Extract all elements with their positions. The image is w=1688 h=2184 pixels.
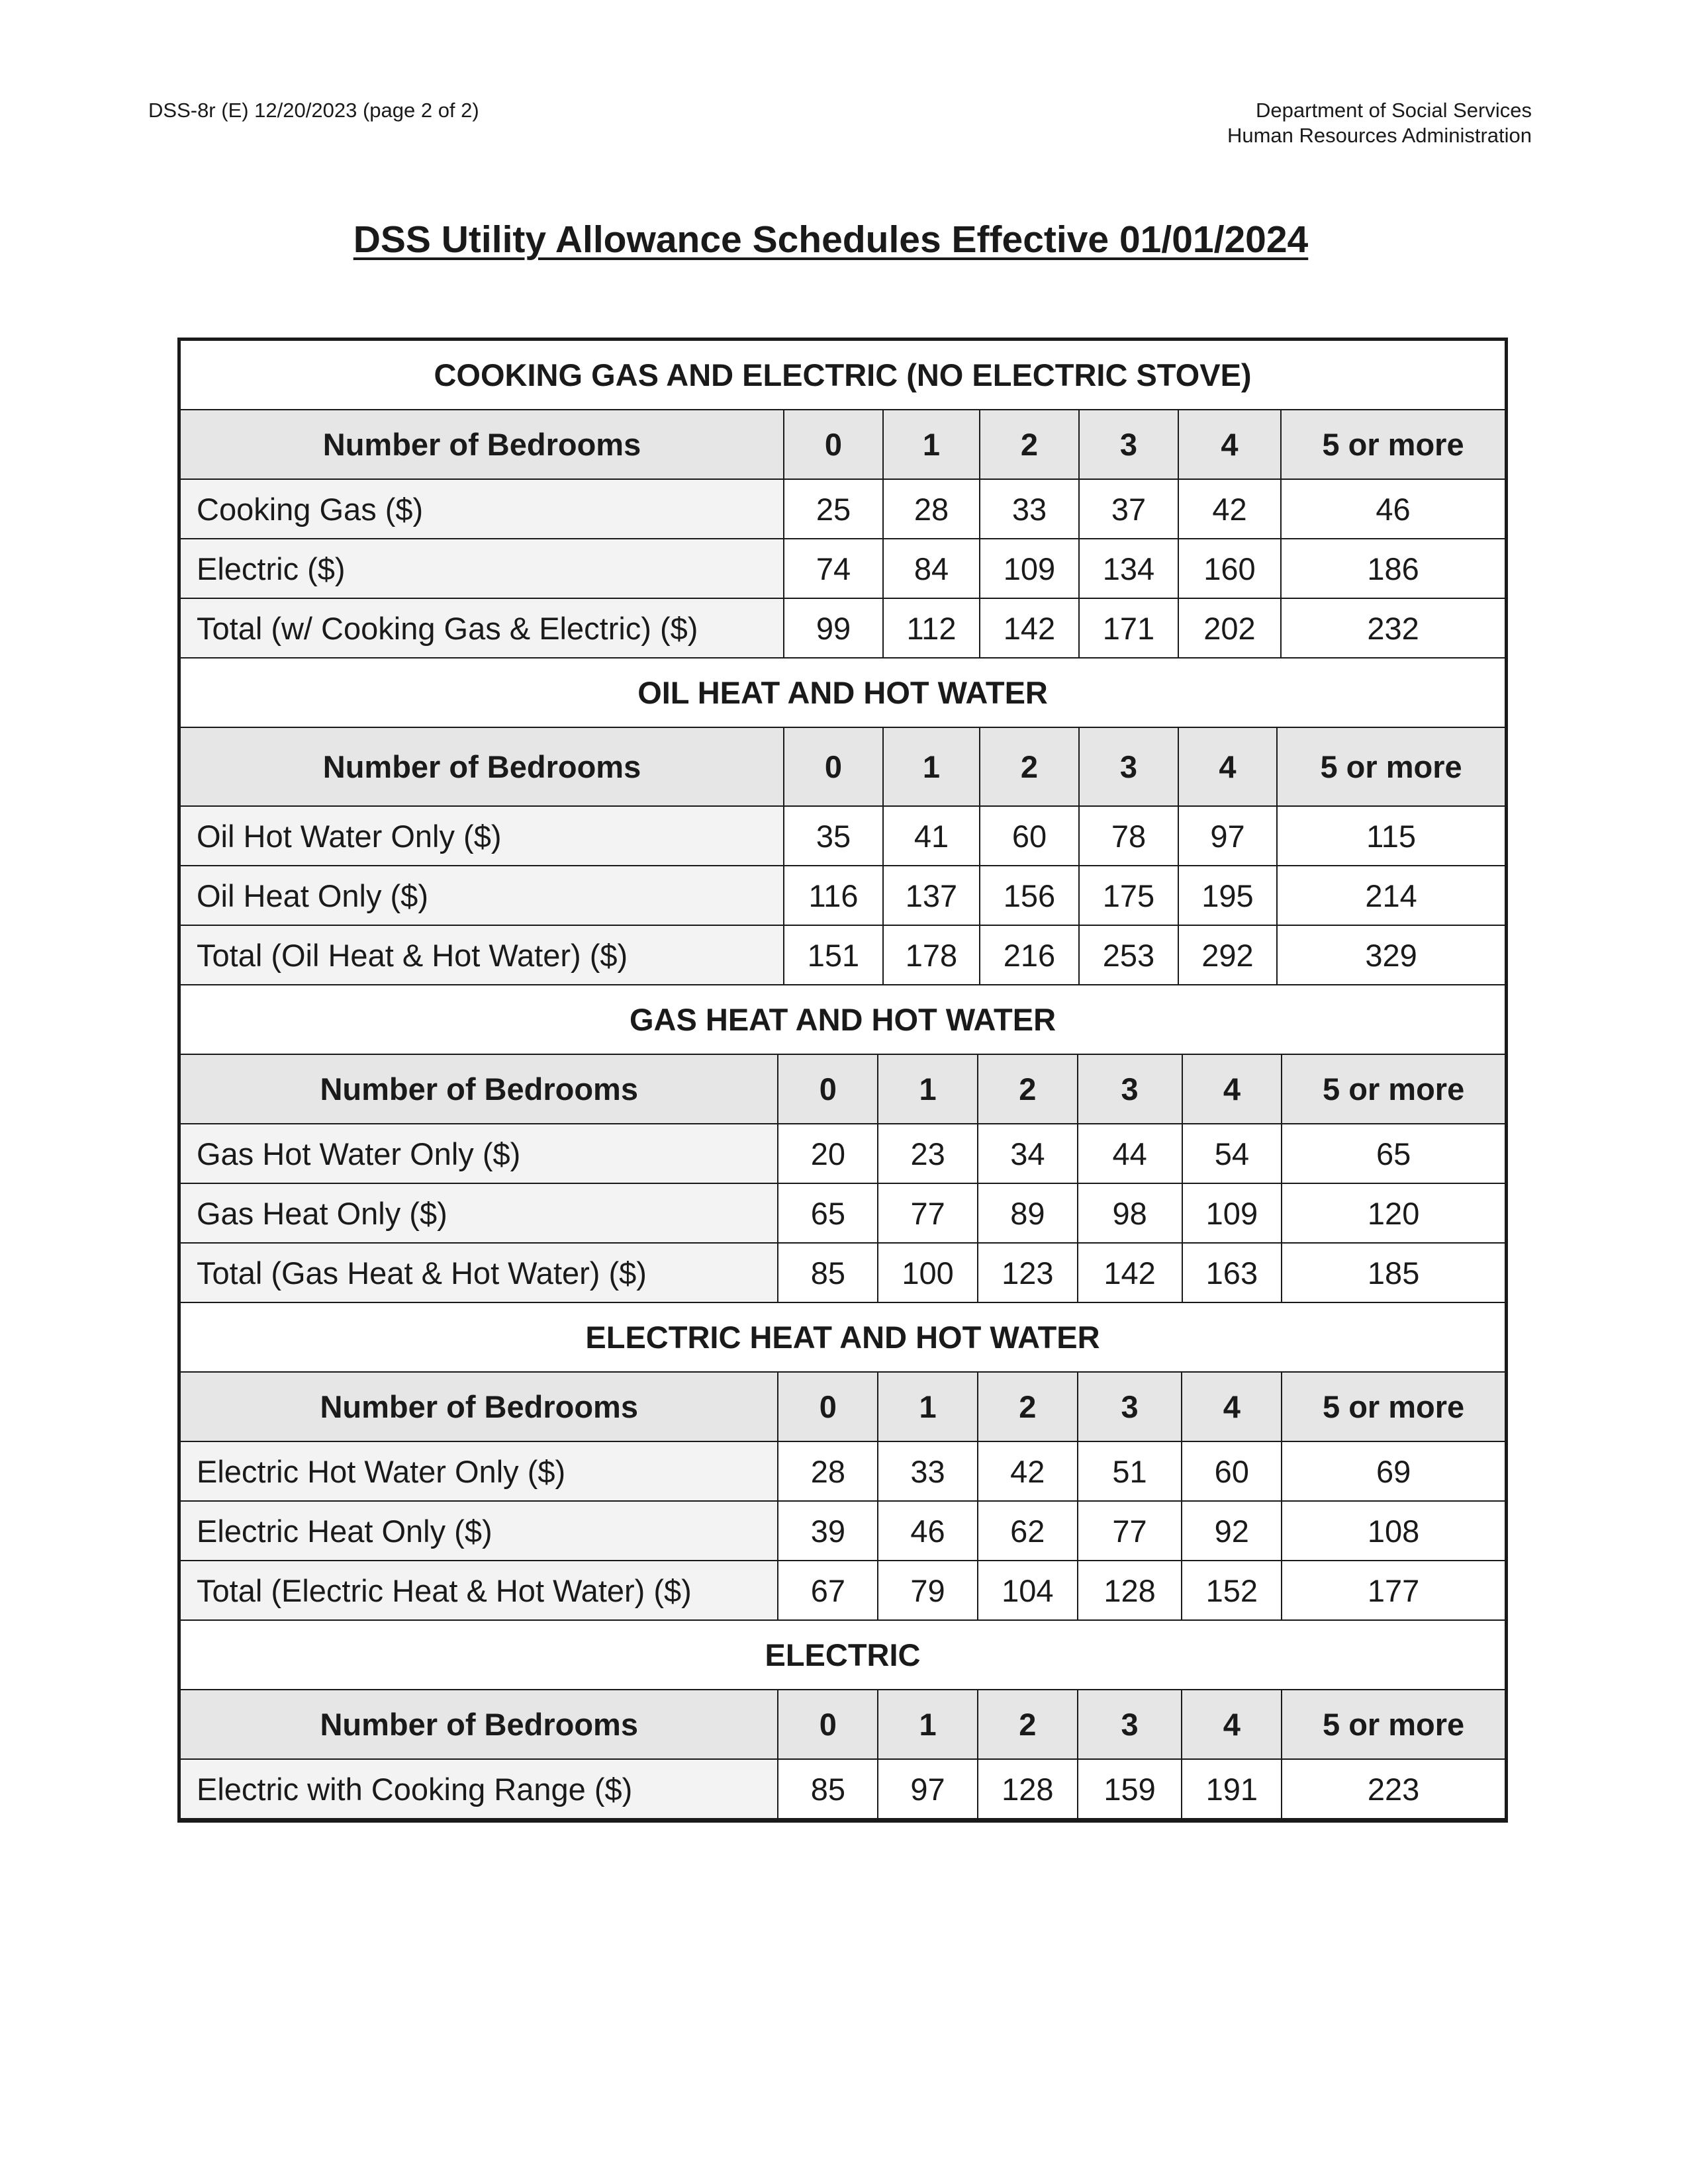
row-label: Total (Oil Heat & Hot Water) ($)	[181, 925, 784, 985]
cell-value: 46	[878, 1501, 978, 1561]
cell-value: 112	[883, 598, 980, 658]
cell-value: 142	[980, 598, 1079, 658]
column-header-1: 1	[883, 410, 980, 479]
table-row	[181, 1501, 1505, 1561]
table-row	[181, 1441, 1505, 1501]
cell-value: 142	[1078, 1243, 1182, 1302]
cell-value: 160	[1178, 539, 1281, 598]
column-header-4: 4	[1178, 410, 1281, 479]
section-electric-heat-hot-water	[181, 1303, 1505, 1621]
form-id: DSS-8r (E) 12/20/2023 (page 2 of 2)	[148, 99, 479, 122]
section-title: COOKING GAS AND ELECTRIC (NO ELECTRIC STOVE)	[181, 341, 1505, 410]
row-label: Total (Electric Heat & Hot Water) ($)	[181, 1561, 778, 1620]
column-header-2: 2	[978, 1372, 1078, 1441]
document-title: DSS Utility Allowance Schedules Effective 01/01/2024	[353, 218, 1309, 261]
table-row	[181, 539, 1505, 598]
row-label: Oil Heat Only ($)	[181, 866, 784, 925]
cell-value: 116	[784, 866, 883, 925]
cell-value: 77	[1078, 1501, 1182, 1561]
cell-value: 39	[778, 1501, 878, 1561]
cell-value: 44	[1078, 1124, 1182, 1183]
department-name: Department of Social Services	[1256, 99, 1532, 122]
section-cooking-gas-electric	[181, 341, 1505, 659]
cell-value: 33	[980, 479, 1079, 539]
row-label: Oil Hot Water Only ($)	[181, 806, 784, 866]
cell-value: 98	[1078, 1183, 1182, 1243]
cell-value: 159	[1078, 1759, 1182, 1819]
cell-value: 214	[1277, 866, 1505, 925]
column-header-2: 2	[978, 1690, 1078, 1759]
cell-value: 195	[1178, 866, 1277, 925]
administration-name: Human Resources Administration	[1227, 124, 1532, 147]
column-header-2: 2	[980, 410, 1079, 479]
cell-value: 128	[1078, 1561, 1182, 1620]
utility-allowance-schedule	[177, 338, 1508, 1823]
row-label: Total (Gas Heat & Hot Water) ($)	[181, 1243, 778, 1302]
cell-value: 123	[978, 1243, 1078, 1302]
cell-value: 46	[1281, 479, 1505, 539]
cell-value: 37	[1079, 479, 1178, 539]
section-electric	[181, 1621, 1505, 1819]
cell-value: 108	[1282, 1501, 1505, 1561]
cell-value: 84	[883, 539, 980, 598]
cell-value: 99	[784, 598, 883, 658]
cell-value: 60	[980, 806, 1079, 866]
cell-value: 137	[883, 866, 980, 925]
cell-value: 109	[980, 539, 1079, 598]
column-header-1: 1	[878, 1372, 978, 1441]
cell-value: 74	[784, 539, 883, 598]
cell-value: 25	[784, 479, 883, 539]
table-row	[181, 806, 1505, 866]
cell-value: 41	[883, 806, 980, 866]
cell-value: 51	[1078, 1441, 1182, 1501]
cell-value: 60	[1182, 1441, 1282, 1501]
cell-value: 175	[1079, 866, 1178, 925]
cell-value: 92	[1182, 1501, 1282, 1561]
cell-value: 152	[1182, 1561, 1282, 1620]
column-header-4: 4	[1182, 1054, 1282, 1124]
cell-value: 65	[778, 1183, 878, 1243]
table-row	[181, 925, 1505, 985]
cell-value: 79	[878, 1561, 978, 1620]
cell-value: 216	[980, 925, 1079, 985]
column-header-0: 0	[778, 1372, 878, 1441]
cell-value: 109	[1182, 1183, 1282, 1243]
column-header-3: 3	[1078, 1372, 1182, 1441]
column-header-1: 1	[883, 727, 980, 806]
row-label: Gas Hot Water Only ($)	[181, 1124, 778, 1183]
column-header-4: 4	[1182, 1690, 1282, 1759]
column-header-5-or-more: 5 or more	[1281, 410, 1505, 479]
cell-value: 253	[1079, 925, 1178, 985]
column-header-0: 0	[778, 1054, 878, 1124]
row-label: Cooking Gas ($)	[181, 479, 784, 539]
row-label: Electric Heat Only ($)	[181, 1501, 778, 1561]
column-header-5-or-more: 5 or more	[1282, 1690, 1505, 1759]
cell-value: 42	[1178, 479, 1281, 539]
column-header-0: 0	[784, 410, 883, 479]
cell-value: 163	[1182, 1243, 1282, 1302]
row-label: Gas Heat Only ($)	[181, 1183, 778, 1243]
cell-value: 128	[978, 1759, 1078, 1819]
cell-value: 33	[878, 1441, 978, 1501]
row-label: Electric with Cooking Range ($)	[181, 1759, 778, 1819]
table-row	[181, 866, 1505, 925]
department-block	[1227, 98, 1532, 148]
cell-value: 104	[978, 1561, 1078, 1620]
column-header-4: 4	[1182, 1372, 1282, 1441]
cell-value: 134	[1079, 539, 1178, 598]
column-header-3: 3	[1078, 1690, 1182, 1759]
column-header-1: 1	[878, 1054, 978, 1124]
column-header-bedrooms: Number of Bedrooms	[181, 410, 784, 479]
section-title: GAS HEAT AND HOT WATER	[181, 985, 1505, 1054]
cell-value: 54	[1182, 1124, 1282, 1183]
cell-value: 171	[1079, 598, 1178, 658]
column-header-3: 3	[1079, 727, 1178, 806]
table-row	[181, 598, 1505, 658]
column-header-bedrooms: Number of Bedrooms	[181, 727, 784, 806]
cell-value: 85	[778, 1759, 878, 1819]
column-header-5-or-more: 5 or more	[1277, 727, 1505, 806]
column-header-1: 1	[878, 1690, 978, 1759]
cell-value: 186	[1281, 539, 1505, 598]
cell-value: 23	[878, 1124, 978, 1183]
cell-value: 156	[980, 866, 1079, 925]
cell-value: 151	[784, 925, 883, 985]
section-gas-heat-hot-water	[181, 985, 1505, 1303]
cell-value: 20	[778, 1124, 878, 1183]
cell-value: 120	[1282, 1183, 1505, 1243]
cell-value: 178	[883, 925, 980, 985]
cell-value: 28	[778, 1441, 878, 1501]
cell-value: 67	[778, 1561, 878, 1620]
cell-value: 177	[1282, 1561, 1505, 1620]
column-header-3: 3	[1079, 410, 1178, 479]
table-row	[181, 1243, 1505, 1302]
table-row	[181, 1759, 1505, 1819]
column-header-4: 4	[1178, 727, 1277, 806]
cell-value: 65	[1282, 1124, 1505, 1183]
table-row	[181, 1561, 1505, 1620]
cell-value: 85	[778, 1243, 878, 1302]
column-header-5-or-more: 5 or more	[1282, 1054, 1505, 1124]
cell-value: 97	[878, 1759, 978, 1819]
column-header-bedrooms: Number of Bedrooms	[181, 1690, 778, 1759]
cell-value: 78	[1079, 806, 1178, 866]
cell-value: 28	[883, 479, 980, 539]
cell-value: 89	[978, 1183, 1078, 1243]
section-title: OIL HEAT AND HOT WATER	[181, 659, 1505, 727]
cell-value: 202	[1178, 598, 1281, 658]
cell-value: 223	[1282, 1759, 1505, 1819]
section-title: ELECTRIC	[181, 1621, 1505, 1690]
cell-value: 292	[1178, 925, 1277, 985]
row-label: Electric ($)	[181, 539, 784, 598]
row-label: Total (w/ Cooking Gas & Electric) ($)	[181, 598, 784, 658]
cell-value: 35	[784, 806, 883, 866]
cell-value: 77	[878, 1183, 978, 1243]
column-header-2: 2	[978, 1054, 1078, 1124]
cell-value: 97	[1178, 806, 1277, 866]
column-header-3: 3	[1078, 1054, 1182, 1124]
cell-value: 69	[1282, 1441, 1505, 1501]
section-oil-heat-hot-water	[181, 659, 1505, 985]
cell-value: 232	[1281, 598, 1505, 658]
cell-value: 62	[978, 1501, 1078, 1561]
column-header-bedrooms: Number of Bedrooms	[181, 1054, 778, 1124]
table-row	[181, 1183, 1505, 1243]
column-header-0: 0	[778, 1690, 878, 1759]
cell-value: 329	[1277, 925, 1505, 985]
column-header-5-or-more: 5 or more	[1282, 1372, 1505, 1441]
cell-value: 100	[878, 1243, 978, 1302]
row-label: Electric Hot Water Only ($)	[181, 1441, 778, 1501]
cell-value: 115	[1277, 806, 1505, 866]
table-row	[181, 479, 1505, 539]
cell-value: 42	[978, 1441, 1078, 1501]
column-header-2: 2	[980, 727, 1079, 806]
column-header-bedrooms: Number of Bedrooms	[181, 1372, 778, 1441]
column-header-0: 0	[784, 727, 883, 806]
cell-value: 185	[1282, 1243, 1505, 1302]
section-title: ELECTRIC HEAT AND HOT WATER	[181, 1303, 1505, 1372]
cell-value: 34	[978, 1124, 1078, 1183]
cell-value: 191	[1182, 1759, 1282, 1819]
table-row	[181, 1124, 1505, 1183]
